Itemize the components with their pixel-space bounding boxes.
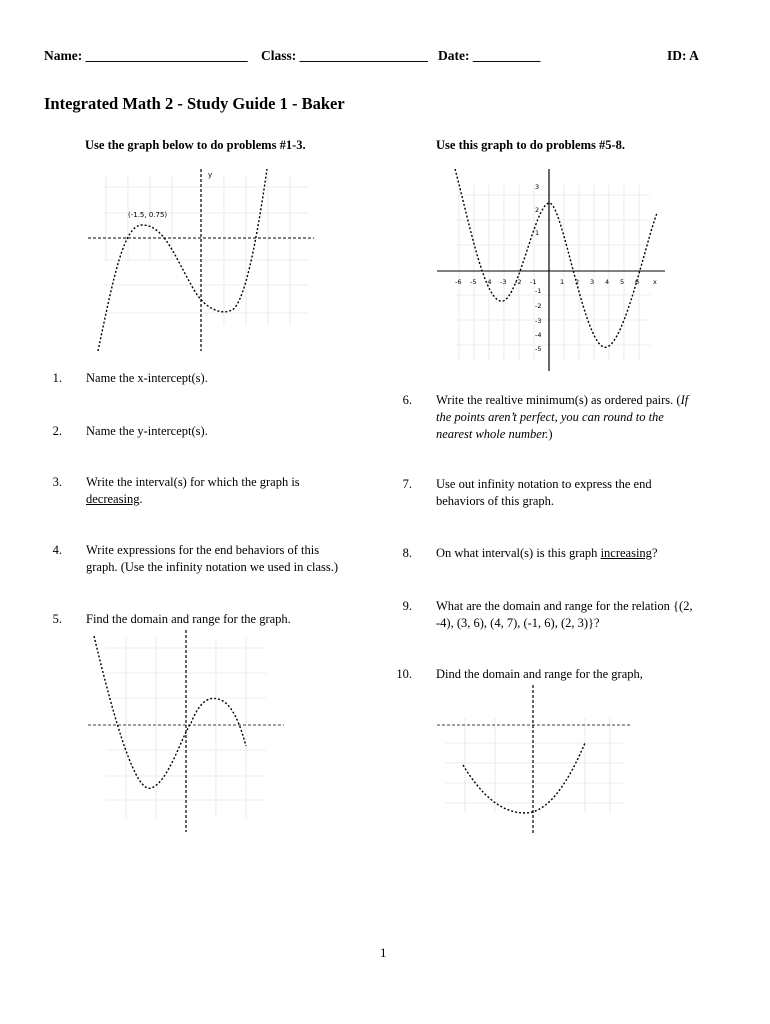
x-tick-label: 5	[620, 278, 625, 286]
question-text: Write the realtive minimum(s) as ordered pairs. (	[436, 393, 681, 407]
question-keyword: increasing	[600, 546, 652, 560]
question-text: Find the domain and range for the graph.	[86, 612, 291, 626]
y-tick-label: -4	[535, 331, 542, 339]
x-tick-label: 4	[605, 278, 610, 286]
instruction-right: Use this graph to do problems #5-8.	[436, 138, 626, 152]
y-tick-label: 1	[535, 229, 540, 237]
point-label: (-1.5, 0.75)	[128, 211, 168, 219]
y-axis-label: y	[208, 171, 213, 179]
question-number: 1.	[52, 371, 62, 385]
name-field[interactable]: Name: ________________________	[44, 48, 248, 63]
question-text: What are the domain and range for the relation {(2,	[436, 599, 693, 613]
question-text: Write expressions for the end behaviors of this	[86, 543, 320, 557]
page-number: 1	[380, 945, 387, 960]
question-text: Use out infinity notation to express the end	[436, 477, 652, 491]
question-number: 9.	[402, 599, 412, 613]
graph-q5	[86, 628, 286, 834]
x-tick-label: -5	[470, 278, 477, 286]
date-field[interactable]: Date: __________	[438, 48, 541, 63]
question-9	[388, 598, 728, 638]
x-tick-label: -1	[530, 278, 537, 286]
question-3	[38, 474, 378, 514]
x-tick-label: -2	[515, 278, 522, 286]
question-punct: .	[139, 492, 143, 506]
q10-curve	[463, 743, 585, 813]
question-text-italic: nearest whole number.	[436, 427, 549, 441]
question-number: 5.	[52, 612, 62, 626]
question-text: Dind the domain and range for the graph,	[436, 667, 643, 681]
id-label: ID: A	[667, 48, 699, 63]
question-number: 10.	[396, 667, 412, 681]
question-text: Name the x-intercept(s).	[86, 371, 208, 385]
y-tick-label: -5	[535, 345, 542, 353]
x-tick-label: -4	[485, 278, 492, 286]
question-text: On what interval(s) is this graph	[436, 546, 601, 560]
x-tick-label: 2	[575, 278, 580, 286]
x-tick-label: 3	[590, 278, 595, 286]
question-4	[38, 542, 378, 582]
x-tick-label: -6	[455, 278, 462, 286]
question-text: Name the y-intercept(s).	[86, 424, 208, 438]
quartic-curve	[455, 169, 657, 347]
class-field[interactable]: Class: ___________________	[261, 48, 428, 63]
y-tick-label: 2	[535, 206, 540, 214]
question-number: 8.	[402, 546, 412, 560]
q5-curve	[94, 636, 246, 788]
x-tick-label: x	[653, 278, 657, 286]
y-tick-label: 3	[535, 183, 540, 191]
question-number: 6.	[402, 393, 412, 407]
question-text: Write the interval(s) for which the graph is	[86, 475, 300, 489]
x-tick-label: 6	[635, 278, 640, 286]
x-tick-label: 1	[560, 278, 565, 286]
question-text: behaviors of this graph.	[436, 494, 555, 508]
x-tick-label: -3	[500, 278, 507, 286]
page-title: Integrated Math 2 - Study Guide 1 - Baker	[44, 94, 345, 113]
question-number: 2.	[52, 424, 62, 438]
graph-q10	[435, 683, 635, 835]
question-6	[388, 392, 728, 447]
question-number: 3.	[52, 475, 62, 489]
question-text-italic: If	[680, 393, 689, 407]
question-text: graph. (Use the infinity notation we used in class.)	[86, 560, 339, 574]
question-keyword: decreasing	[86, 492, 140, 506]
question-text-italic: the points aren’t perfect, you can round to the	[436, 410, 664, 424]
question-number: 7.	[402, 477, 412, 491]
instruction-left: Use the graph below to do problems #1-3.	[85, 138, 306, 152]
y-tick-label: -1	[535, 287, 542, 295]
y-tick-label: -2	[535, 302, 542, 310]
question-text: -4), (3, 6), (4, 7), (-1, 6), (2, 3)}?	[436, 616, 600, 630]
question-punct: )	[548, 427, 553, 441]
question-number: 4.	[52, 543, 62, 557]
question-punct: ?	[651, 546, 658, 560]
graph-cubic	[84, 165, 320, 357]
graph-quartic	[435, 165, 667, 373]
question-7	[388, 476, 728, 516]
y-tick-label: -3	[535, 317, 542, 325]
